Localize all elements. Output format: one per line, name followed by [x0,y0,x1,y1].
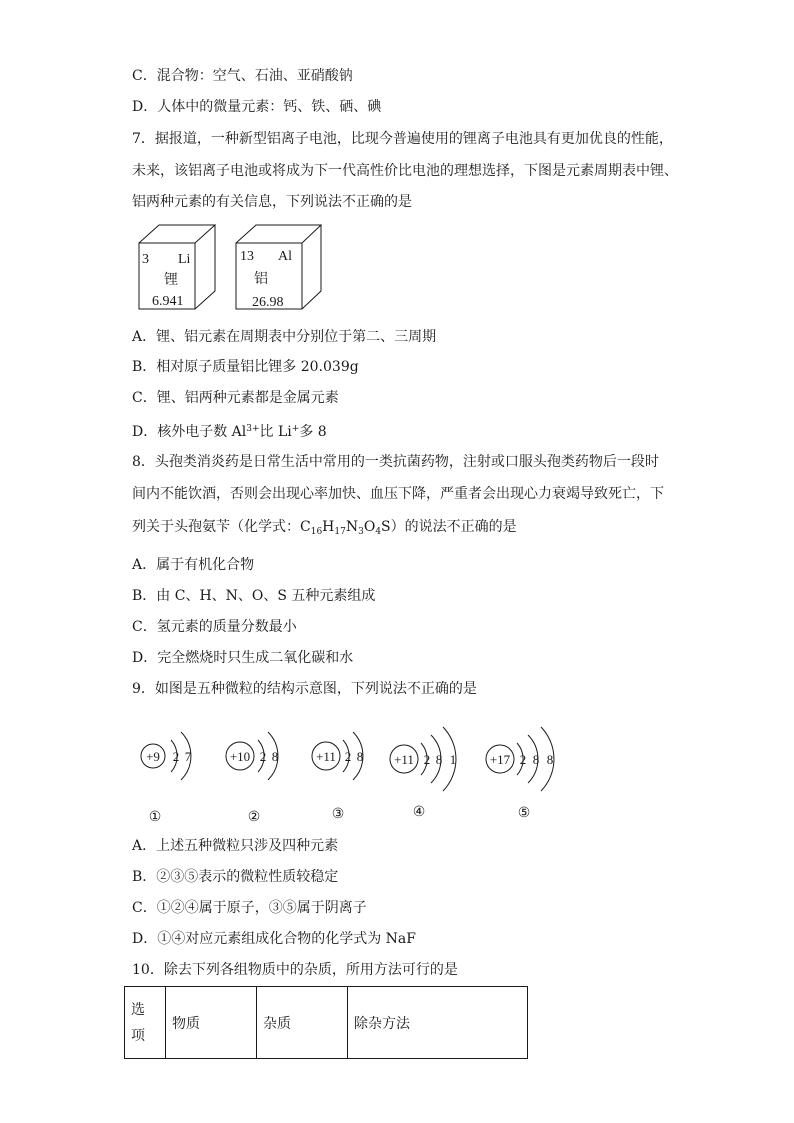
particle-5-shell-2: 8 [532,752,540,767]
formula-sub-o: 4 [375,527,382,537]
formula-sub-n: 3 [358,527,364,537]
option-d-q9: D．①④对应元素组成化合物的化学式为 NaF [132,931,416,947]
formula-h: H [322,519,335,535]
particle-1 [141,732,192,825]
formula-o: O [363,519,376,535]
question-8-line-2: 间内不能饮酒，否则会出现心率加快、血压下降，严重者会出现心力衰竭导致死亡，下 [132,486,664,502]
header-method: 除杂方法 [348,987,528,1059]
header-option [125,987,166,1059]
particle-2-shell-1: 2 [259,749,267,764]
header-substance: 物质 [166,987,257,1059]
lithium-number: 3 [142,252,149,267]
particle-4 [390,727,456,820]
particle-3 [312,732,363,822]
particle-1-label: ① [148,810,162,825]
formula-n: N [345,519,359,535]
option-c-q9: C．①②④属于原子，③⑤属于阴离子 [132,900,367,916]
option-d-q7-charge-al: 3+ [246,424,260,434]
question-7-line-3: 铝两种元素的有关信息，下列说法不正确的是 [132,194,412,210]
option-d-q7-text-1: D．核外电子数 Al [132,424,247,440]
particle-5-nucleus: +17 [489,752,511,767]
question-9-stem: 9．如图是五种微粒的结构示意图，下列说法不正确的是 [132,681,477,697]
particle-5-shell-1: 2 [519,752,527,767]
option-d-q7-text-2: 比 Li [259,424,292,440]
option-b-q8: B．由 C、H、N、O、S 五种元素组成 [132,588,376,604]
lithium-name: 锂 [164,273,178,288]
particle-3-shell-2: 8 [356,749,364,764]
option-a-q9: A．上述五种微粒只涉及四种元素 [132,838,339,854]
table-header-row [125,987,528,1059]
question-10-table [124,986,528,1059]
particle-4-shell-2: 8 [435,752,443,767]
aluminium-number: 13 [240,249,254,264]
header-impurity: 杂质 [257,987,348,1059]
option-a-q8: A．属于有机化合物 [132,557,255,573]
option-d-q7-text-3: 多 8 [299,424,327,440]
particle-2-nucleus: +10 [229,749,251,764]
question-8-line-1: 8．头孢类消炎药是日常生活中常用的一类抗菌药物，注射或口服头孢类药物后一段时 [132,454,659,470]
aluminium-symbol: Al [278,249,292,264]
question-8-line-3 [132,518,517,541]
particle-2-label: ② [247,810,261,825]
question-10-stem: 10．除去下列各组物质中的杂质，所用方法可行的是 [132,962,458,978]
aluminium-name: 铝 [254,272,268,287]
formula-sub-c: 16 [310,527,323,537]
element-cards-figure [130,220,330,320]
particle-1-shell-1: 2 [172,749,180,764]
option-d-q7 [132,420,327,441]
option-d-q7-charge-li: + [291,424,300,434]
particle-4-shell-1: 2 [423,752,431,767]
particle-2 [226,732,278,825]
particle-3-label: ③ [331,807,345,822]
header-option-label: 选项 [131,1001,145,1044]
particle-5-shell-3: 8 [546,752,554,767]
particle-4-shell-3: 1 [449,752,457,767]
particle-3-nucleus: +11 [316,749,336,764]
lithium-mass: 6.941 [152,294,184,309]
option-d-q8: D．完全燃烧时只生成二氧化碳和水 [132,650,354,666]
formula-sub-h: 17 [334,527,346,537]
particle-5-label: ⑤ [517,806,531,821]
particle-1-shell-2: 7 [184,749,192,764]
option-c-q7: C．锂、铝两种元素都是金属元素 [132,390,339,406]
particle-5 [486,727,554,821]
question-7-line-2: 未来，该铝离子电池或将成为下一代高性价比电池的理想选择，下图是元素周期表中锂、 [132,163,678,179]
option-b-q7: B．相对原子质量铝比锂多 20.039g [132,359,359,375]
atomic-structure-figure [130,706,570,826]
option-c-q6: C．混合物：空气、石油、亚硝酸钠 [132,68,353,84]
formula-text-2: S）的说法不正确的是 [381,519,517,535]
option-c-q8: C．氢元素的质量分数最小 [132,619,297,635]
particle-3-shell-1: 2 [344,749,352,764]
option-d-q6: D．人体中的微量元素：钙、铁、硒、碘 [132,99,382,115]
question-7-line-1: 7．据报道，一种新型铝离子电池，比现今普遍使用的锂离子电池具有更加优良的性能， [132,131,673,147]
option-b-q9: B．②③⑤表示的微粒性质较稳定 [132,869,339,885]
particle-1-nucleus: +9 [146,749,160,764]
particle-4-nucleus: +11 [394,752,414,767]
particle-2-shell-2: 8 [271,749,279,764]
particle-4-label: ④ [412,805,426,820]
lithium-symbol: Li [178,252,191,267]
aluminium-mass: 26.98 [252,295,284,310]
formula-text-1: 列关于头孢氨苄（化学式：C [132,519,311,535]
option-a-q7: A．锂、铝元素在周期表中分别位于第二、三周期 [132,329,437,345]
